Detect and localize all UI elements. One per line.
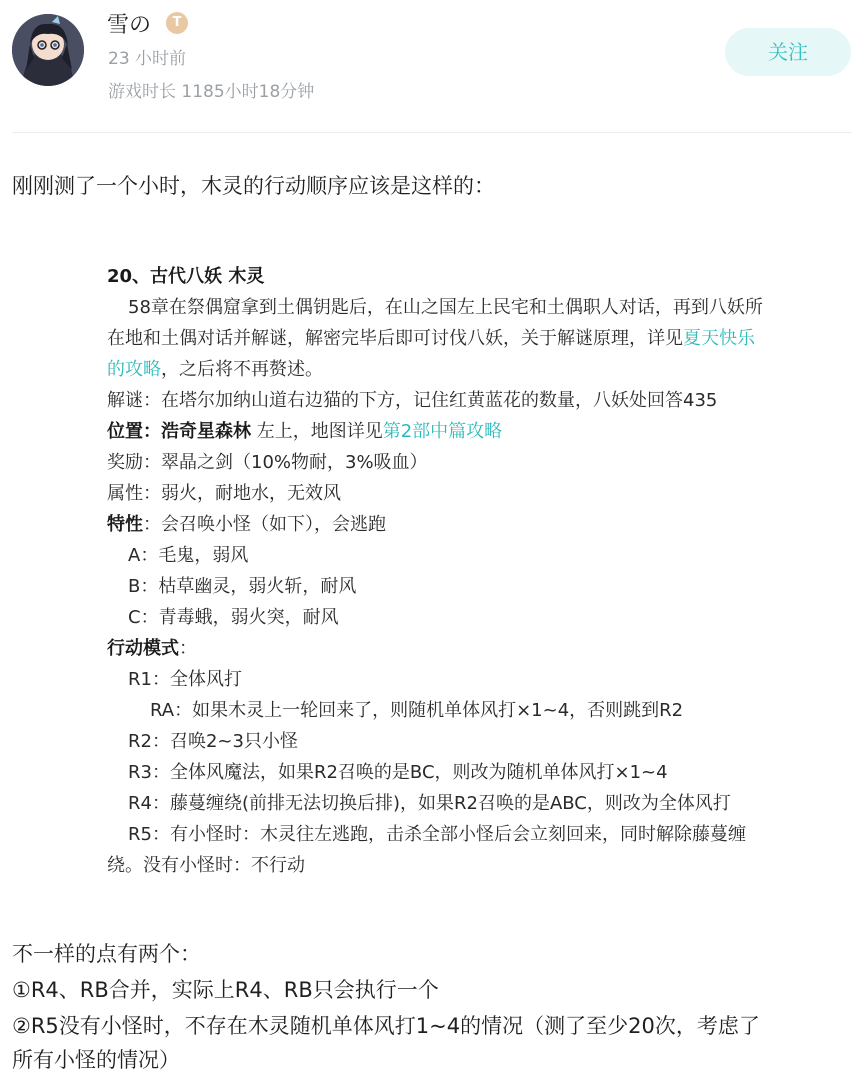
guide-para-line [107, 324, 755, 354]
guide-para-line: 58章在祭偶窟拿到土偶钥匙后，在山之国左上民宅和土偶职人对话，再到八妖所 [128, 297, 763, 318]
guide-traits [107, 510, 386, 540]
guide-action-r5-cont: 绕。没有小怪时：不行动 [107, 855, 305, 876]
follow-button[interactable]: 关注 [725, 28, 851, 76]
summary-point-2-cont: 所有小怪的情况） [12, 1048, 180, 1072]
guide-link-summer-cont[interactable]: 的攻略 [107, 359, 161, 380]
guide-pattern-label: 行动模式 [107, 638, 179, 659]
guide-location [107, 417, 502, 447]
guide-action-r2: R2：召唤2~3只小怪 [128, 731, 298, 752]
guide-action-r5: R5：有小怪时：木灵往左逃跑，击杀全部小怪后会立刻回来，同时解除藤蔓缠 [128, 824, 746, 845]
user-avatar[interactable] [12, 14, 84, 86]
user-level-badge-icon: T [166, 12, 188, 34]
guide-reward: 奖励：翠晶之剑（10%物耐，3%吸血） [107, 452, 428, 473]
guide-location-label: 位置：浩奇星森林 [107, 421, 251, 442]
guide-para-text: ，之后将不再赘述。 [161, 359, 323, 380]
guide-minion-b: B：枯草幽灵，弱火斩，耐风 [128, 576, 357, 597]
guide-para-line [107, 355, 323, 385]
username[interactable]: 雪の [107, 13, 152, 38]
guide-link-summer[interactable]: 夏天快乐 [683, 328, 755, 349]
summary-point-2: ②R5没有小怪时，不存在木灵随机单体风打1~4的情况（测了至少20次，考虑了 [12, 1014, 760, 1038]
post-intro-text: 刚刚测了一个小时，木灵的行动顺序应该是这样的： [12, 174, 495, 198]
guide-minion-a: A：毛鬼，弱风 [128, 545, 249, 566]
guide-pattern-colon: ： [179, 638, 197, 659]
header-divider [12, 132, 852, 133]
guide-minion-c: C：青毒蛾，弱火突，耐风 [128, 607, 339, 628]
summary-point-1: ①R4、RB合并，实际上R4、RB只会执行一个 [12, 978, 439, 1002]
guide-pattern-heading [107, 634, 197, 664]
guide-location-text: 左上，地图详见 [251, 421, 383, 442]
playtime-label: 游戏时长 1185小时18分钟 [108, 82, 315, 102]
guide-action-r1: R1：全体风打 [128, 669, 242, 690]
guide-link-part2[interactable]: 第2部中篇攻略 [382, 421, 503, 442]
guide-para-text: 在地和土偶对话并解谜，解密完毕后即可讨伐八妖，关于解谜原理，详见 [107, 328, 683, 349]
guide-trait-label: 特性 [107, 514, 143, 535]
guide-action-r4: R4：藤蔓缠绕(前排无法切换后排)，如果R2召唤的是ABC，则改为全体风打 [128, 793, 731, 814]
post-header [0, 0, 864, 130]
guide-action-r3: R3：全体风魔法，如果R2召唤的是BC，则改为随机单体风打×1~4 [128, 762, 668, 783]
post-time: 23 小时前 [108, 49, 187, 69]
guide-title: 20、古代八妖 木灵 [107, 266, 265, 287]
summary-heading: 不一样的点有两个： [12, 942, 201, 966]
guide-attributes: 属性：弱火，耐地水，无效风 [107, 483, 341, 504]
guide-action-ra: RA：如果木灵上一轮回来了，则随机单体风打×1~4，否则跳到R2 [150, 700, 684, 721]
guide-puzzle: 解谜：在塔尔加纳山道右边猫的下方，记住红黄蓝花的数量，八妖处回答435 [107, 390, 718, 411]
guide-trait-text: ：会召唤小怪（如下），会逃跑 [143, 514, 386, 535]
avatar-illustration [12, 14, 84, 86]
